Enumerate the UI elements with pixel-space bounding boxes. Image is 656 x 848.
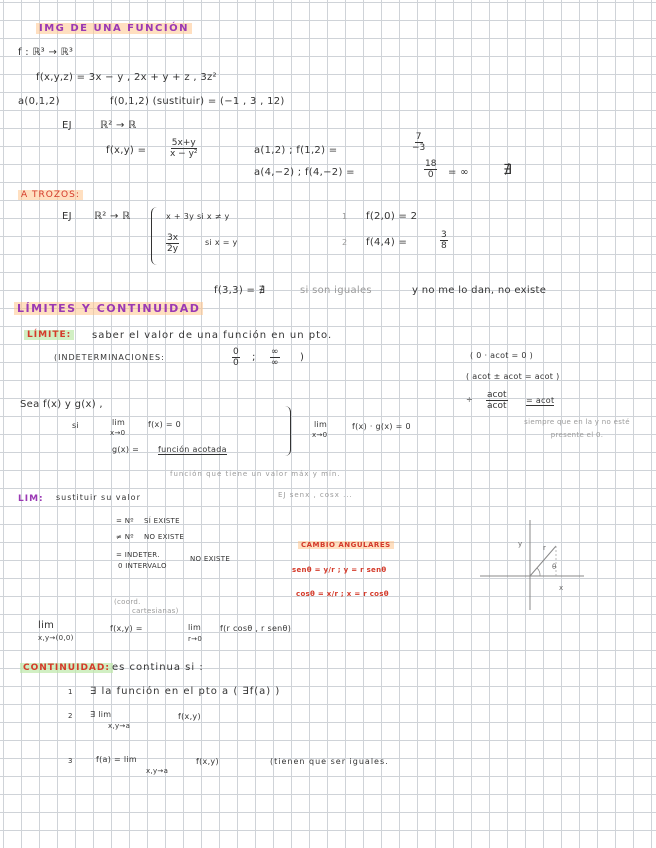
indet-separator: ;: [252, 352, 256, 363]
example-eval-1: a(1,2) ; f(1,2) =: [254, 145, 338, 156]
sean-fg: Sea f(x) y g(x) ,: [20, 399, 103, 410]
continuidad-intro: es continua si :: [112, 662, 204, 673]
polar-axes-diagram: [476, 518, 588, 614]
trozos-note-iguales: si son iguales: [300, 285, 372, 296]
section-title-trozos: A TROZOS:: [18, 189, 83, 201]
case-not-result: NO EXISTE: [144, 533, 185, 541]
lim-sub-1: x→0: [110, 429, 126, 437]
piecewise-result-1-number: 1: [342, 212, 348, 221]
axis-y-label: y: [518, 540, 523, 548]
rule-note: siempre que en la y no esté presente el 0.: [524, 418, 630, 439]
cond-1: ∃ la función en el pto a ( ∃f(a) ): [90, 686, 281, 697]
cond-2-number: 2: [68, 712, 73, 720]
cambio-angulares-title: CAMBIO ANGULARES: [298, 541, 394, 550]
function-expression: f(x,y,z) = 3x − y , 2x + y + z , 3z²: [36, 72, 217, 83]
cond-3-lim: f(a) = lim: [96, 755, 137, 764]
example-eval-1-fraction: $\frac{7}{-3}$: [412, 132, 426, 153]
example-label: EJ: [62, 120, 72, 131]
section-title-continuidad: CONTINUIDAD:: [20, 662, 113, 674]
coord-note-2: cartesianas): [132, 607, 179, 615]
axis-theta-label: θ: [552, 563, 557, 571]
lim-polar-label-2: lim: [188, 623, 202, 632]
piecewise-result-1: f(2,0) = 2: [366, 211, 418, 222]
indeterminaciones-label: (INDETERMINACIONES:: [54, 353, 165, 362]
limite-definition: saber el valor de una función en un pto.: [92, 330, 333, 341]
axis-x-label: x: [559, 584, 564, 592]
piecewise-result-2-number: 2: [342, 238, 348, 247]
example-fraction: $\frac{5x+y}{\text{x − y²}}$: [170, 138, 198, 159]
lim-polar-sub: x,y→(0,0): [38, 634, 74, 642]
cond-3-number: 3: [68, 757, 73, 765]
trozos-example-label: EJ: [62, 211, 72, 222]
indet-inf-over-inf: ∞ ∞: [271, 347, 279, 368]
cond-1-number: 1: [68, 688, 73, 696]
lim-f-zero: f(x) = 0: [148, 420, 182, 429]
example-eval-2: a(4,−2) ; f(4,−2) =: [254, 167, 355, 178]
cond-3-note: (tienen que ser iguales.: [270, 757, 389, 766]
point-a: a(0,1,2): [18, 96, 60, 107]
piecewise-case-2-condition: si x = y: [205, 238, 238, 247]
lim-polar-f-2: f(r cosθ , r senθ): [220, 624, 292, 633]
piecewise-result-2: f(4,4) =: [366, 237, 408, 248]
case-indeter-result: NO EXISTE: [190, 555, 231, 563]
case-indeter: = INDETER.: [116, 551, 160, 559]
evaluation-line: f(0,1,2) (sustituir) = (−1 , 3 , 12): [110, 96, 285, 107]
coord-note-1: (coord.: [114, 598, 141, 606]
cos-formula: cosθ = x/r ; x = r cosθ: [296, 590, 389, 598]
sen-formula: senθ = y/r ; y = r senθ: [292, 566, 387, 574]
lim-sustituir: sustituir su valor: [56, 493, 141, 502]
case-intervalo: 0 INTERVALO: [118, 562, 167, 570]
section-title-limites: LÍMITES Y CONTINUIDAD: [14, 303, 203, 315]
trozos-domain: ℝ² → ℝ: [94, 211, 131, 222]
g-acotada: función acotada: [158, 445, 227, 454]
example-eval-2-result: = ∞: [448, 167, 469, 178]
lim-label-1: lim: [112, 418, 126, 427]
cond-3-sub: x,y→a: [146, 767, 169, 775]
trozos-note-f: f(3,3) = ∄: [214, 285, 266, 296]
section-title-img: IMG DE UNA FUNCIÓN: [36, 23, 192, 35]
lim-example-gray: EJ senx , cosx ...: [278, 491, 353, 499]
g-label: g(x) =: [112, 445, 140, 454]
example-eval-2-fraction: $\frac{18}{0}$: [425, 159, 437, 180]
indet-close: ): [300, 352, 305, 363]
indet-zero-over-zero: $\frac{0}{0}$: [233, 347, 239, 368]
limit-brace: [284, 406, 291, 456]
lim-label-2: lim: [314, 420, 328, 429]
limite-label: LÍMITE:: [24, 329, 74, 341]
rule-acot-result: = acot: [526, 396, 555, 405]
case-equal-number: = Nº: [116, 517, 134, 525]
rule-zero-acot: ( 0 · acot = 0 ): [470, 351, 534, 360]
example-domain: ℝ² → ℝ: [100, 120, 137, 131]
rule-divide-symbol: ÷: [466, 395, 474, 404]
acotada-note: función que tiene un valor máx y mín.: [170, 470, 341, 478]
cond-2-sub: x,y→a: [108, 722, 131, 730]
lim-polar-label: lim: [38, 620, 55, 631]
piecewise-case-2-fraction: $\frac{3x}{2y}$: [167, 233, 179, 254]
piecewise-brace: [151, 207, 158, 265]
no-exists-mark: ∄: [503, 162, 513, 178]
trozos-note-no-existe: y no me lo dan, no existe: [412, 285, 547, 296]
axis-r-label: r: [543, 544, 547, 552]
example-function: f(x,y) =: [106, 145, 147, 156]
rule-acot-sum: ( acot ± acot = acot ): [466, 372, 560, 381]
lim-polar-f: f(x,y) =: [110, 624, 143, 633]
cond-2-lim: ∃ lim: [90, 710, 112, 719]
cond-2-f: f(x,y): [178, 712, 201, 721]
cond-3-f: f(x,y): [196, 757, 219, 766]
lim-sub-2: x→0: [312, 431, 328, 439]
si-label: si: [72, 421, 79, 430]
case-not-number: ≠ Nº: [116, 533, 134, 541]
function-definition: f : ℝ³ → ℝ³: [18, 47, 74, 58]
lim-fg-zero: f(x) · g(x) = 0: [352, 422, 411, 431]
case-equal-result: SÍ EXISTE: [144, 517, 180, 525]
lim-label: LIM:: [18, 494, 44, 504]
piecewise-case-1: x + 3y si x ≠ y: [166, 212, 230, 221]
rule-acot-fraction: $\frac{acot}{acot}$: [487, 390, 507, 411]
piecewise-result-2-fraction: $\frac{3}{8}$: [441, 230, 447, 251]
lim-polar-sub-2: r→0: [188, 635, 203, 643]
